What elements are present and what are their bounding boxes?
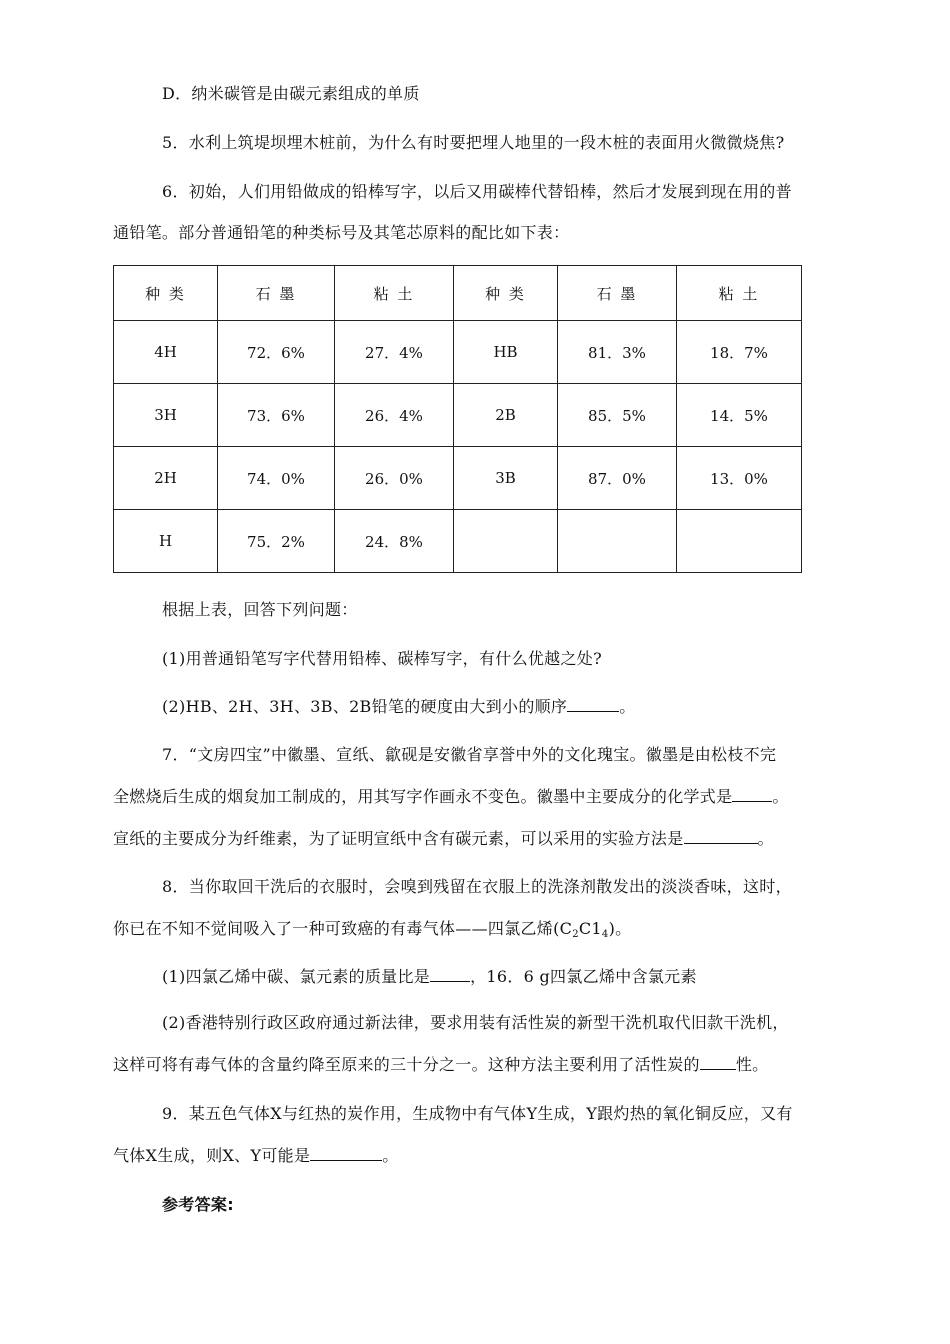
answer-blank — [684, 829, 758, 844]
table-followup: 根据上表，回答下列问题： — [162, 600, 358, 619]
table-cell: 3H — [114, 384, 218, 447]
question-9-line-2 — [113, 1146, 399, 1166]
question-8-part-2-line-2-text: 这样可将有毒气体的含量约降至原来的三十分之一。这种方法主要利用了活性炭的 — [113, 1055, 700, 1074]
table-header-row — [114, 266, 802, 321]
table-header-cell: 粘 土 — [335, 266, 454, 321]
table-cell: 27．4% — [335, 321, 454, 384]
table-row — [114, 321, 802, 384]
punctuation: 。 — [619, 697, 636, 716]
table-cell: 87．0% — [558, 447, 677, 510]
question-9-line-2-text: 气体X生成，则X、Y可能是 — [113, 1146, 311, 1165]
question-8-part-1-text-end: ，16．6 g四氯乙烯中含氯元素 — [470, 967, 697, 986]
question-8-line-1: 8．当你取回干洗后的衣服时，会嗅到残留在衣服上的洗涤剂散发出的淡淡香味，这时， — [162, 877, 792, 896]
answers-heading: 参考答案: — [162, 1195, 234, 1214]
table-header-cell: 种 类 — [114, 266, 218, 321]
table-cell: 72．6% — [218, 321, 335, 384]
answer-blank — [310, 1146, 382, 1161]
table-cell: 73．6% — [218, 384, 335, 447]
question-7-line-3-text: 宣纸的主要成分为纤维素，为了证明宣纸中含有碳元素，可以采用的实验方法是 — [113, 829, 684, 848]
question-8-line-2-text: 你已在不知不觉间吸入了一种可致癌的有毒气体——四氯乙烯(C — [113, 919, 573, 938]
table-row — [114, 384, 802, 447]
question-5: 5．水利上筑堤坝埋木桩前，为什么有时要把埋人地里的一段木桩的表面用火微微烧焦? — [162, 133, 785, 152]
table-cell — [454, 510, 558, 573]
formula-end: )。 — [608, 919, 632, 938]
table-cell: HB — [454, 321, 558, 384]
table-cell — [677, 510, 802, 573]
question-9-line-1: 9．某五色气体X与红热的炭作用，生成物中有气体Y生成，Y跟灼热的氧化铜反应，又有 — [162, 1104, 793, 1123]
table-header-cell: 石 墨 — [218, 266, 335, 321]
pencil-composition-table — [113, 265, 802, 573]
table-cell: 26．4% — [335, 384, 454, 447]
table-cell: 13．0% — [677, 447, 802, 510]
table-cell: 85．5% — [558, 384, 677, 447]
question-8-line-2 — [113, 919, 631, 945]
table-header-cell: 粘 土 — [677, 266, 802, 321]
table-cell — [558, 510, 677, 573]
question-6-part-2 — [162, 697, 636, 717]
table-cell: 2H — [114, 447, 218, 510]
option-d: D．纳米碳管是由碳元素组成的单质 — [162, 84, 420, 103]
subscript: 2 — [572, 929, 579, 940]
table-row — [114, 447, 802, 510]
answer-blank — [430, 967, 470, 982]
table-row — [114, 510, 802, 573]
answer-blank — [732, 787, 772, 802]
question-8-part-1-text: (1)四氯乙烯中碳、氯元素的质量比是 — [162, 967, 431, 986]
table-header-cell: 石 墨 — [558, 266, 677, 321]
punctuation: 。 — [382, 1146, 399, 1165]
table-cell: 14．5% — [677, 384, 802, 447]
table-cell: 74．0% — [218, 447, 335, 510]
question-8-part-1 — [162, 967, 697, 987]
formula-part: C1 — [578, 919, 602, 938]
table-cell: 2B — [454, 384, 558, 447]
punctuation: 。 — [772, 787, 789, 806]
question-7-line-2-text: 全燃烧后生成的烟炱加工制成的，用其写字作画永不变色。徽墨中主要成分的化学式是 — [113, 787, 733, 806]
table-cell: 81．3% — [558, 321, 677, 384]
question-6-part-1: (1)用普通铅笔写字代替用铅棒、碳棒写字，有什么优越之处? — [162, 649, 602, 668]
question-8-part-2-line-2 — [113, 1055, 768, 1075]
question-7-line-1: 7．“文房四宝”中徽墨、宣纸、歙砚是安徽省享誉中外的文化瑰宝。徽墨是由松枝不完 — [162, 745, 777, 764]
punctuation: 。 — [757, 829, 774, 848]
answer-blank — [567, 697, 619, 712]
question-7-line-2 — [113, 787, 789, 807]
table-cell: 3B — [454, 447, 558, 510]
table-cell: 75．2% — [218, 510, 335, 573]
answer-blank — [700, 1055, 736, 1070]
punctuation: 性。 — [735, 1055, 769, 1074]
table-header-cell: 种 类 — [454, 266, 558, 321]
question-8-part-2-line-1: (2)香港特别行政区政府通过新法律，要求用装有活性炭的新型干洗机取代旧款干洗机， — [162, 1013, 789, 1032]
subscript: 4 — [601, 929, 609, 940]
question-6-line-1: 6．初始，人们用铅做成的铅棒写字，以后又用碳棒代替铅棒，然后才发展到现在用的普 — [162, 182, 792, 201]
table-cell: 26．0% — [335, 447, 454, 510]
table-cell: 18．7% — [677, 321, 802, 384]
table-cell: H — [114, 510, 218, 573]
table-cell: 4H — [114, 321, 218, 384]
question-6-part-2-text: (2)HB、2H、3H、3B、2B铅笔的硬度由大到小的顺序 — [162, 697, 568, 716]
question-6-line-2: 通铅笔。部分普通铅笔的种类标号及其笔芯原料的配比如下表： — [113, 223, 570, 242]
question-7-line-3 — [113, 829, 774, 849]
table-cell: 24．8% — [335, 510, 454, 573]
